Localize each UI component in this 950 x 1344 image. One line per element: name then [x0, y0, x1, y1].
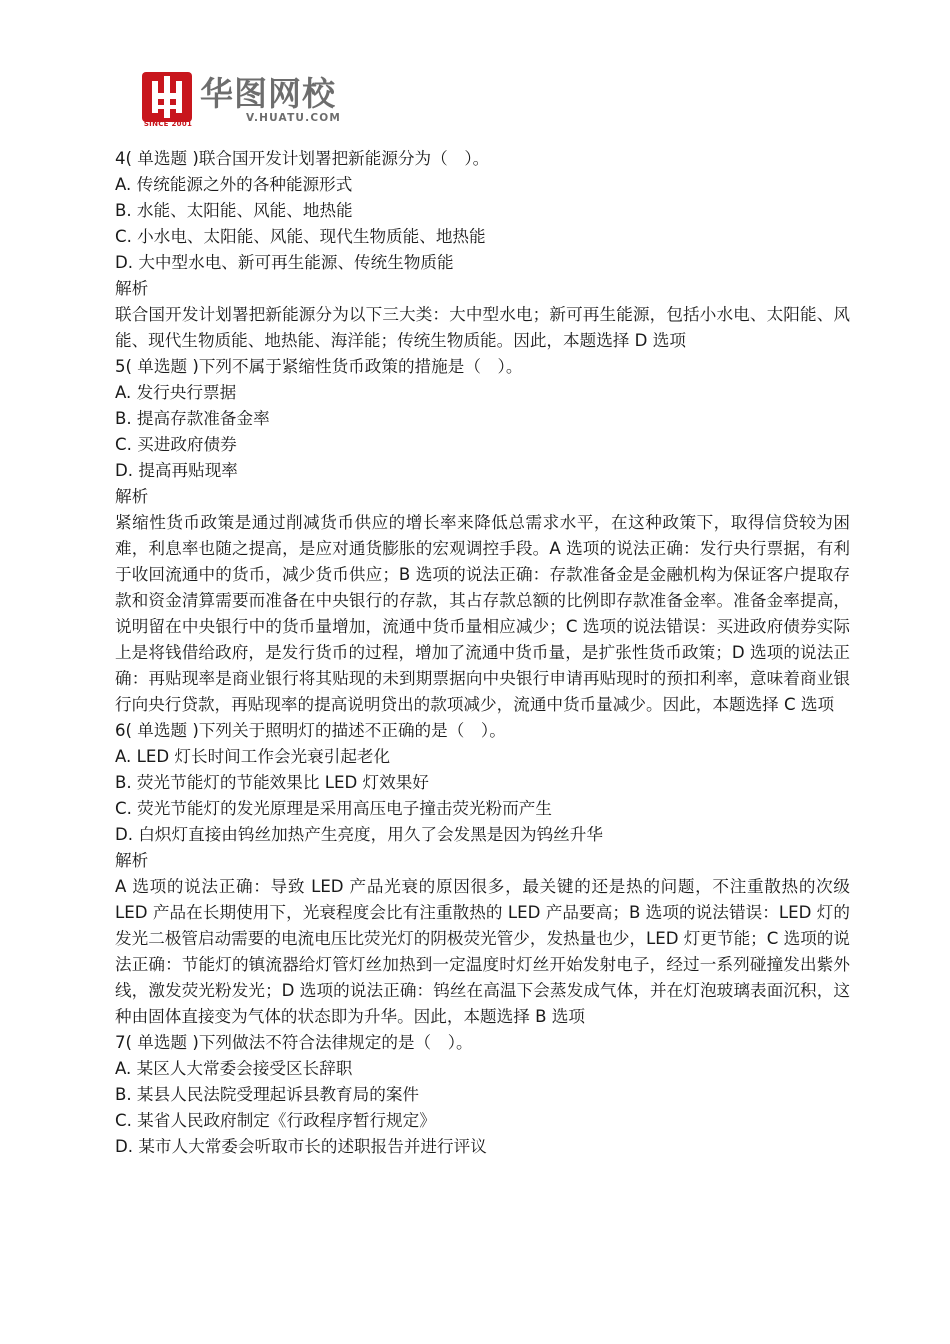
question-stem: 5( 单选题 )下列不属于紧缩性货币政策的措施是（ ）。 — [115, 357, 523, 376]
option-a: A. 传统能源之外的各种能源形式 — [115, 175, 353, 194]
question-stem: 7( 单选题 )下列做法不符合法律规定的是（ ）。 — [115, 1033, 473, 1052]
option-d: D. 大中型水电、新可再生能源、传统生物质能 — [115, 253, 454, 272]
analysis-label: 解析 — [115, 487, 149, 506]
analysis-text: 联合国开发计划署把新能源分为以下三大类：大中型水电；新可再生能源，包括小水电、太阳能、风能、现代生物质能、地热能、海洋能；传统生物质能。因此，本题选择 D 选项 — [115, 305, 850, 350]
option-d: D. 提高再贴现率 — [115, 461, 238, 480]
question-4 — [115, 146, 850, 354]
option-c: C. 买进政府债券 — [115, 435, 237, 454]
huatu-logo — [142, 72, 382, 134]
option-b: B. 荧光节能灯的节能效果比 LED 灯效果好 — [115, 773, 429, 792]
question-stem: 6( 单选题 )下列关于照明灯的描述不正确的是（ ）。 — [115, 721, 506, 740]
option-b: B. 提高存款准备金率 — [115, 409, 270, 428]
option-a: A. LED 灯长时间工作会光衰引起老化 — [115, 747, 391, 766]
option-b: B. 水能、太阳能、风能、地热能 — [115, 201, 353, 220]
question-5 — [115, 354, 850, 718]
option-c: C. 荧光节能灯的发光原理是采用高压电子撞击荧光粉而产生 — [115, 799, 552, 818]
analysis-text: 紧缩性货币政策是通过削减货币供应的增长率来降低总需求水平，在这种政策下，取得信贷较为困难，利息率也随之提高，是应对通货膨胀的宏观调控手段。A 选项的说法正确：发行央行票据，有利于收回流通中的货币，减少货币供应；B 选项的说法正确：存款准备金是金融机构为保证客户提取存款和资金清算需要而准备在中央银行的存款，其占存款总额的比例即存款准备金率。准备金率提高，说明留在中央银行中的货币量增加，流通中货币量相应减少；C 选项的说法错误：买进政府债券实际上是将钱借给政府，是发行货币的过程，增加了流通中货币量，是扩张性货币政策；D 选项的说法正确：再贴现率是商业银行将其贴现的未到期票据向中央银行申请再贴现时的预扣利率，意味着商业银行向央行贷款，再贴现率的提高说明贷出的款项减少，流通中货币量减少。因此，本题选择 C 选项 — [115, 513, 850, 714]
option-d: D. 白炽灯直接由钨丝加热产生亮度，用久了会发黑是因为钨丝升华 — [115, 825, 603, 844]
logo-name: 华图网校 — [200, 74, 336, 113]
logo-url: V.HUATU.COM — [246, 112, 342, 124]
question-list — [115, 146, 850, 1160]
option-c: C. 某省人民政府制定《行政程序暂行规定》 — [115, 1111, 436, 1130]
logo-since-text: SINCE 2001 — [143, 120, 193, 128]
option-a: A. 发行央行票据 — [115, 383, 237, 402]
analysis-label: 解析 — [115, 851, 149, 870]
option-c: C. 小水电、太阳能、风能、现代生物质能、地热能 — [115, 227, 486, 246]
option-b: B. 某县人民法院受理起诉县教育局的案件 — [115, 1085, 420, 1104]
option-a: A. 某区人大常委会接受区长辞职 — [115, 1059, 353, 1078]
huatu-logo-icon — [142, 72, 192, 122]
option-d: D. 某市人大常委会听取市长的述职报告并进行评议 — [115, 1137, 487, 1156]
analysis-text: A 选项的说法正确：导致 LED 产品光衰的原因很多，最关键的还是热的问题，不注重散热的次级 LED 产品在长期使用下，光衰程度会比有注重散热的 LED 产品要高；B 选项的说法错误：LED 灯的发光二极管启动需要的电流电压比荧光灯的阴极荧光管少，发热量也少，LED 灯更节能；C 选项的说法正确：节能灯的镇流器给灯管灯丝加热到一定温度时灯丝开始发射电子，经过一系列碰撞发出紫外线，激发荧光粉发光；D 选项的说法正确：钨丝在高温下会蒸发成气体，并在灯泡玻璃表面沉积，这种由固体直接变为气体的状态即为升华。因此，本题选择 B 选项 — [115, 877, 850, 1026]
question-7 — [115, 1030, 850, 1160]
analysis-label: 解析 — [115, 279, 149, 298]
question-6 — [115, 718, 850, 1030]
question-stem: 4( 单选题 )联合国开发计划署把新能源分为（ ）。 — [115, 149, 490, 168]
